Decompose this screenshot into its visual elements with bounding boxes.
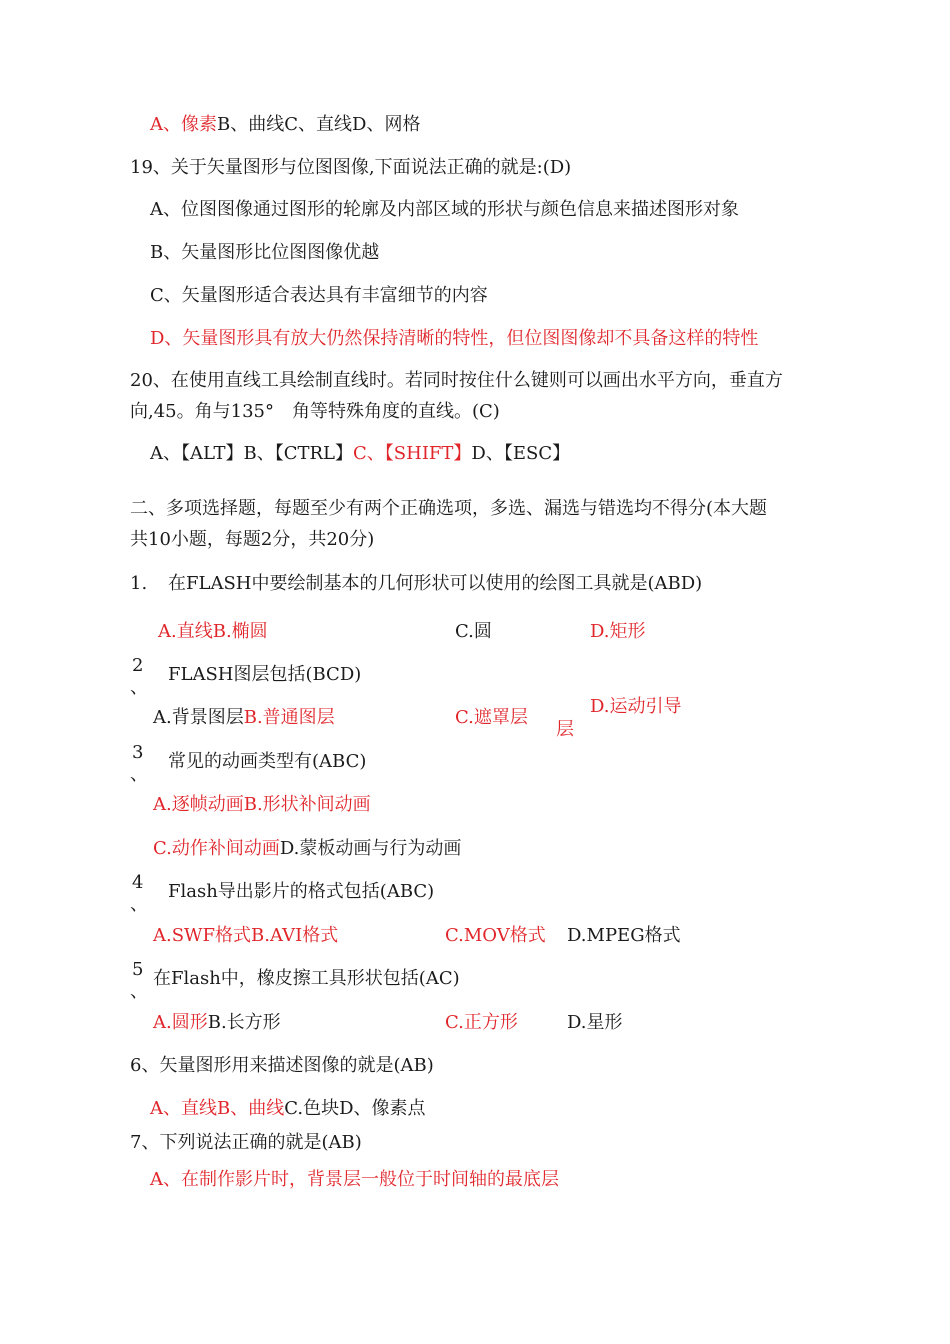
m4-option-c: C.MOV格式 bbox=[445, 925, 546, 946]
m2-number: 2 bbox=[132, 655, 144, 676]
q18-option-a: A、像素 bbox=[150, 114, 217, 135]
m2-mark: 、 bbox=[130, 677, 148, 698]
q18-option-d: D、网格 bbox=[352, 114, 421, 135]
m1-options-ab bbox=[158, 620, 268, 644]
m1-option-b: B.椭圆 bbox=[212, 621, 268, 642]
m5-option-d: D.星形 bbox=[567, 1012, 623, 1033]
m3-option-c: C.动作补间动画 bbox=[153, 838, 280, 859]
m5-stem: 在Flash中，橡皮擦工具形状包括(AC) bbox=[153, 968, 460, 989]
m3-stem: 常见的动画类型有(ABC) bbox=[168, 751, 367, 772]
q18-option-b: B、曲线 bbox=[217, 114, 285, 135]
m1-stem: 在FLASH中要绘制基本的几何形状可以使用的绘图工具就是(ABD) bbox=[168, 573, 703, 594]
m1-number: 1. bbox=[130, 573, 148, 594]
m4-number: 4 bbox=[132, 872, 144, 893]
m2-stem: FLASH图层包括(BCD) bbox=[168, 664, 362, 685]
m7-option-a: A、在制作影片时，背景层一般位于时间轴的最底层 bbox=[150, 1169, 559, 1190]
m6-option-c: C.色块 bbox=[284, 1098, 340, 1119]
m3-options-cd bbox=[153, 837, 461, 861]
m1-option-c: C.圆 bbox=[455, 621, 492, 642]
m5-option-c: C.正方形 bbox=[445, 1012, 518, 1033]
m3-option-a: A.逐帧动画 bbox=[153, 794, 244, 815]
m4-option-b: B.AVI格式 bbox=[251, 925, 339, 946]
m4-option-d: D.MPEG格式 bbox=[567, 925, 681, 946]
q19-option-d: D、矢量图形具有放大仍然保持清晰的特性，但位图图像却不具备这样的特性 bbox=[150, 328, 759, 349]
m4-stem: Flash导出影片的格式包括(ABC) bbox=[168, 881, 435, 902]
m3-mark: 、 bbox=[130, 764, 148, 785]
q20-options bbox=[150, 442, 570, 466]
q18-options bbox=[150, 113, 420, 137]
q19-option-b: B、矢量图形比位图图像优越 bbox=[150, 242, 380, 263]
m2-option-a: A.背景图层 bbox=[153, 707, 244, 728]
m3-option-d: D.蒙板动画与行为动画 bbox=[279, 838, 462, 859]
m5-options-ab bbox=[153, 1011, 281, 1035]
m2-option-d-line2: 层 bbox=[556, 719, 574, 740]
q20-option-a: A、【ALT】 bbox=[150, 443, 244, 464]
m1-option-d: D.矩形 bbox=[590, 621, 646, 642]
m7-stem: 7、下列说法正确的就是(AB) bbox=[130, 1132, 362, 1153]
m2-option-d-line1: D.运动引导 bbox=[590, 696, 682, 717]
m6-option-d: D、像素点 bbox=[339, 1098, 426, 1119]
q19-stem: 19、关于矢量图形与位图图像,下面说法正确的就是:(D) bbox=[130, 157, 572, 178]
section2-header-line1: 二、多项选择题，每题至少有两个正确选项，多选、漏选与错选均不得分(本大题 bbox=[130, 498, 768, 519]
m6-option-a: A、直线 bbox=[150, 1098, 217, 1119]
q20-option-c: C、【SHIFT】 bbox=[353, 443, 472, 464]
q19-option-c: C、矢量图形适合表达具有丰富细节的内容 bbox=[150, 285, 488, 306]
q20-option-b: B、【CTRL】 bbox=[243, 443, 354, 464]
m5-option-a: A.圆形 bbox=[153, 1012, 208, 1033]
m6-option-b: B、曲线 bbox=[217, 1098, 285, 1119]
m1-option-a: A.直线 bbox=[158, 621, 213, 642]
m6-options bbox=[150, 1097, 426, 1121]
q20-option-d: D、【ESC】 bbox=[471, 443, 571, 464]
m4-option-a: A.SWF格式 bbox=[153, 925, 252, 946]
m4-mark: 、 bbox=[130, 894, 148, 915]
m6-stem: 6、矢量图形用来描述图像的就是(AB) bbox=[130, 1055, 434, 1076]
section2-header-line2: 共10小题，每题2分，共20分) bbox=[130, 529, 375, 550]
m5-number: 5 bbox=[132, 959, 144, 980]
m4-options-ab bbox=[153, 924, 338, 948]
m2-option-b: B.普通图层 bbox=[243, 707, 335, 728]
m5-mark: 、 bbox=[130, 981, 148, 1002]
m2-options-ab bbox=[153, 706, 335, 730]
m3-options-ab bbox=[153, 793, 371, 817]
m5-option-b: B.长方形 bbox=[207, 1012, 281, 1033]
q20-stem-line1: 20、在使用直线工具绘制直线时。若同时按住什么键则可以画出水平方向，垂直方 bbox=[130, 370, 783, 391]
m3-option-b: B.形状补间动画 bbox=[243, 794, 371, 815]
m3-number: 3 bbox=[132, 742, 144, 763]
m2-option-c: C.遮罩层 bbox=[455, 707, 528, 728]
q20-stem-line2: 向,45。角与135° 角等特殊角度的直线。(C) bbox=[130, 401, 500, 422]
q18-option-c: C、直线 bbox=[284, 114, 353, 135]
q19-option-a: A、位图图像通过图形的轮廓及内部区域的形状与颜色信息来描述图形对象 bbox=[150, 199, 739, 220]
